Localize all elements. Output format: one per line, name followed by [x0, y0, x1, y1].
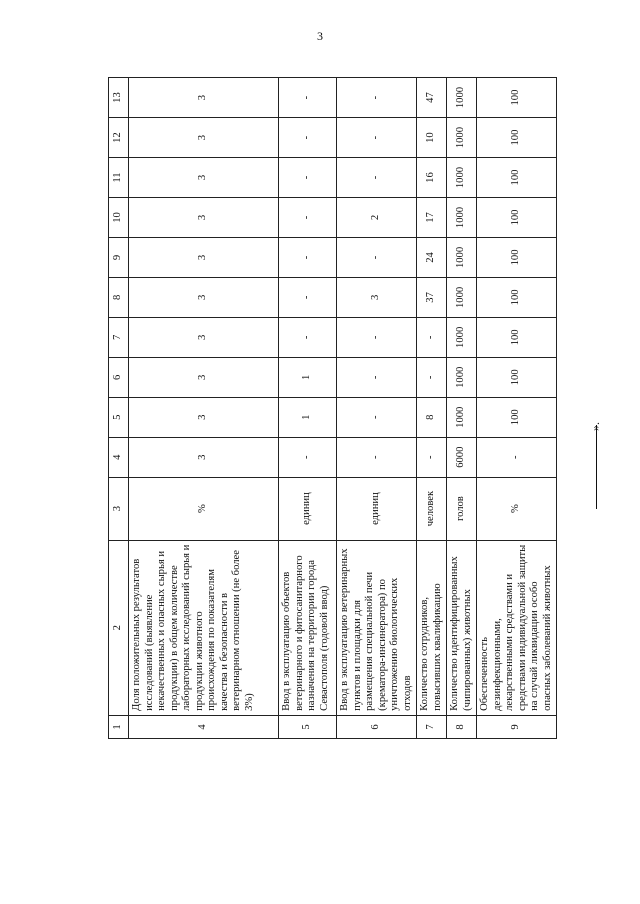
row-number-cell: 6: [337, 715, 417, 738]
value-cell: 2: [337, 198, 417, 238]
value-cell: -: [337, 118, 417, 158]
value-cell: 47: [417, 78, 447, 118]
value-cell: 3: [129, 78, 279, 118]
value-cell: 100: [477, 118, 557, 158]
value-cell: -: [337, 437, 417, 477]
table-row: [279, 78, 337, 739]
indicator-name-cell: Количество сотрудников, повысивших квалификацию: [417, 540, 447, 715]
table-row: [477, 78, 557, 739]
end-mark: ».: [588, 422, 602, 431]
value-cell: 3: [129, 357, 279, 397]
unit-cell: человек: [417, 477, 447, 540]
table-row: [129, 78, 279, 739]
column-number-cell: 8: [109, 277, 129, 317]
value-cell: -: [337, 78, 417, 118]
value-cell: 1000: [447, 397, 477, 437]
unit-cell: единиц: [337, 477, 417, 540]
table-body: [109, 78, 557, 739]
value-cell: 1000: [447, 357, 477, 397]
value-cell: -: [417, 317, 447, 357]
value-cell: -: [337, 237, 417, 277]
indicator-table-rotated: [108, 77, 570, 739]
row-number-cell: 9: [477, 715, 557, 738]
value-cell: 3: [129, 158, 279, 198]
value-cell: 3: [129, 277, 279, 317]
value-cell: -: [279, 78, 337, 118]
value-cell: 3: [129, 118, 279, 158]
value-cell: 100: [477, 158, 557, 198]
unit-cell: голов: [447, 477, 477, 540]
table-row: [337, 78, 417, 739]
value-cell: 3: [129, 237, 279, 277]
column-number-cell: 11: [109, 158, 129, 198]
column-number-cell: 3: [109, 477, 129, 540]
value-cell: 100: [477, 198, 557, 238]
value-cell: -: [337, 317, 417, 357]
value-cell: 3: [129, 437, 279, 477]
table-row: [447, 78, 477, 739]
value-cell: 1000: [447, 317, 477, 357]
value-cell: 100: [477, 237, 557, 277]
value-cell: 1000: [447, 277, 477, 317]
value-cell: 1000: [447, 158, 477, 198]
end-rule: [596, 425, 597, 509]
value-cell: 3: [129, 198, 279, 238]
column-number-cell: 2: [109, 540, 129, 715]
value-cell: 6000: [447, 437, 477, 477]
value-cell: -: [477, 437, 557, 477]
value-cell: 100: [477, 277, 557, 317]
indicator-name-cell: Ввод в эксплуатацию объектов ветеринарного и фитосанитарного назначения на территории города Севастополя (годовой ввод): [279, 540, 337, 715]
value-cell: 1: [279, 357, 337, 397]
indicator-name-cell: Ввод в эксплуатацию ветеринарных пунктов и площадки для размещения специальной печи (крематора-инсинератора) по уничтожению биологических отходов: [337, 540, 417, 715]
value-cell: 37: [417, 277, 447, 317]
value-cell: -: [337, 158, 417, 198]
value-cell: -: [279, 158, 337, 198]
column-number-cell: 6: [109, 357, 129, 397]
value-cell: 1: [279, 397, 337, 437]
value-cell: -: [337, 357, 417, 397]
value-cell: -: [279, 198, 337, 238]
page-number: 3: [317, 29, 323, 43]
value-cell: 1000: [447, 198, 477, 238]
value-cell: 1000: [447, 237, 477, 277]
value-cell: 100: [477, 357, 557, 397]
column-number-row: [109, 78, 129, 739]
indicator-table: [108, 77, 557, 739]
value-cell: 10: [417, 118, 447, 158]
indicator-name-cell: Обеспеченность дезинфекционными, лекарственными средствами и средствами индивидуальной защиты на случай ликвидации особо опасных заболеваний животных: [477, 540, 557, 715]
column-number-cell: 9: [109, 237, 129, 277]
value-cell: 100: [477, 78, 557, 118]
row-number-cell: 5: [279, 715, 337, 738]
value-cell: -: [337, 397, 417, 437]
value-cell: -: [279, 237, 337, 277]
column-number-cell: 4: [109, 437, 129, 477]
value-cell: 3: [129, 317, 279, 357]
value-cell: 3: [129, 397, 279, 437]
indicator-name-cell: Доля положительных результатов исследований (выявление некачественных и опасных сырья и продукции) в общем количестве лабораторных исследований сырья и продукции животного происхождения по показателям качества и безопасности в ветеринарном отношении (не более 3%): [129, 540, 279, 715]
value-cell: 17: [417, 198, 447, 238]
column-number-cell: 7: [109, 317, 129, 357]
value-cell: 24: [417, 237, 447, 277]
unit-cell: %: [129, 477, 279, 540]
value-cell: 1000: [447, 78, 477, 118]
row-number-cell: 8: [447, 715, 477, 738]
value-cell: 16: [417, 158, 447, 198]
value-cell: -: [417, 357, 447, 397]
column-number-cell: 1: [109, 715, 129, 738]
unit-cell: %: [477, 477, 557, 540]
unit-cell: единиц: [279, 477, 337, 540]
value-cell: -: [279, 437, 337, 477]
value-cell: -: [279, 317, 337, 357]
value-cell: 8: [417, 397, 447, 437]
column-number-cell: 10: [109, 198, 129, 238]
value-cell: -: [279, 277, 337, 317]
table-row: [417, 78, 447, 739]
indicator-name-cell: Количество идентифицированных (чипированных) животных: [447, 540, 477, 715]
value-cell: -: [417, 437, 447, 477]
value-cell: 1000: [447, 118, 477, 158]
value-cell: 100: [477, 397, 557, 437]
column-number-cell: 5: [109, 397, 129, 437]
value-cell: 100: [477, 317, 557, 357]
row-number-cell: 4: [129, 715, 279, 738]
column-number-cell: 13: [109, 78, 129, 118]
value-cell: -: [279, 118, 337, 158]
value-cell: 3: [337, 277, 417, 317]
row-number-cell: 7: [417, 715, 447, 738]
column-number-cell: 12: [109, 118, 129, 158]
